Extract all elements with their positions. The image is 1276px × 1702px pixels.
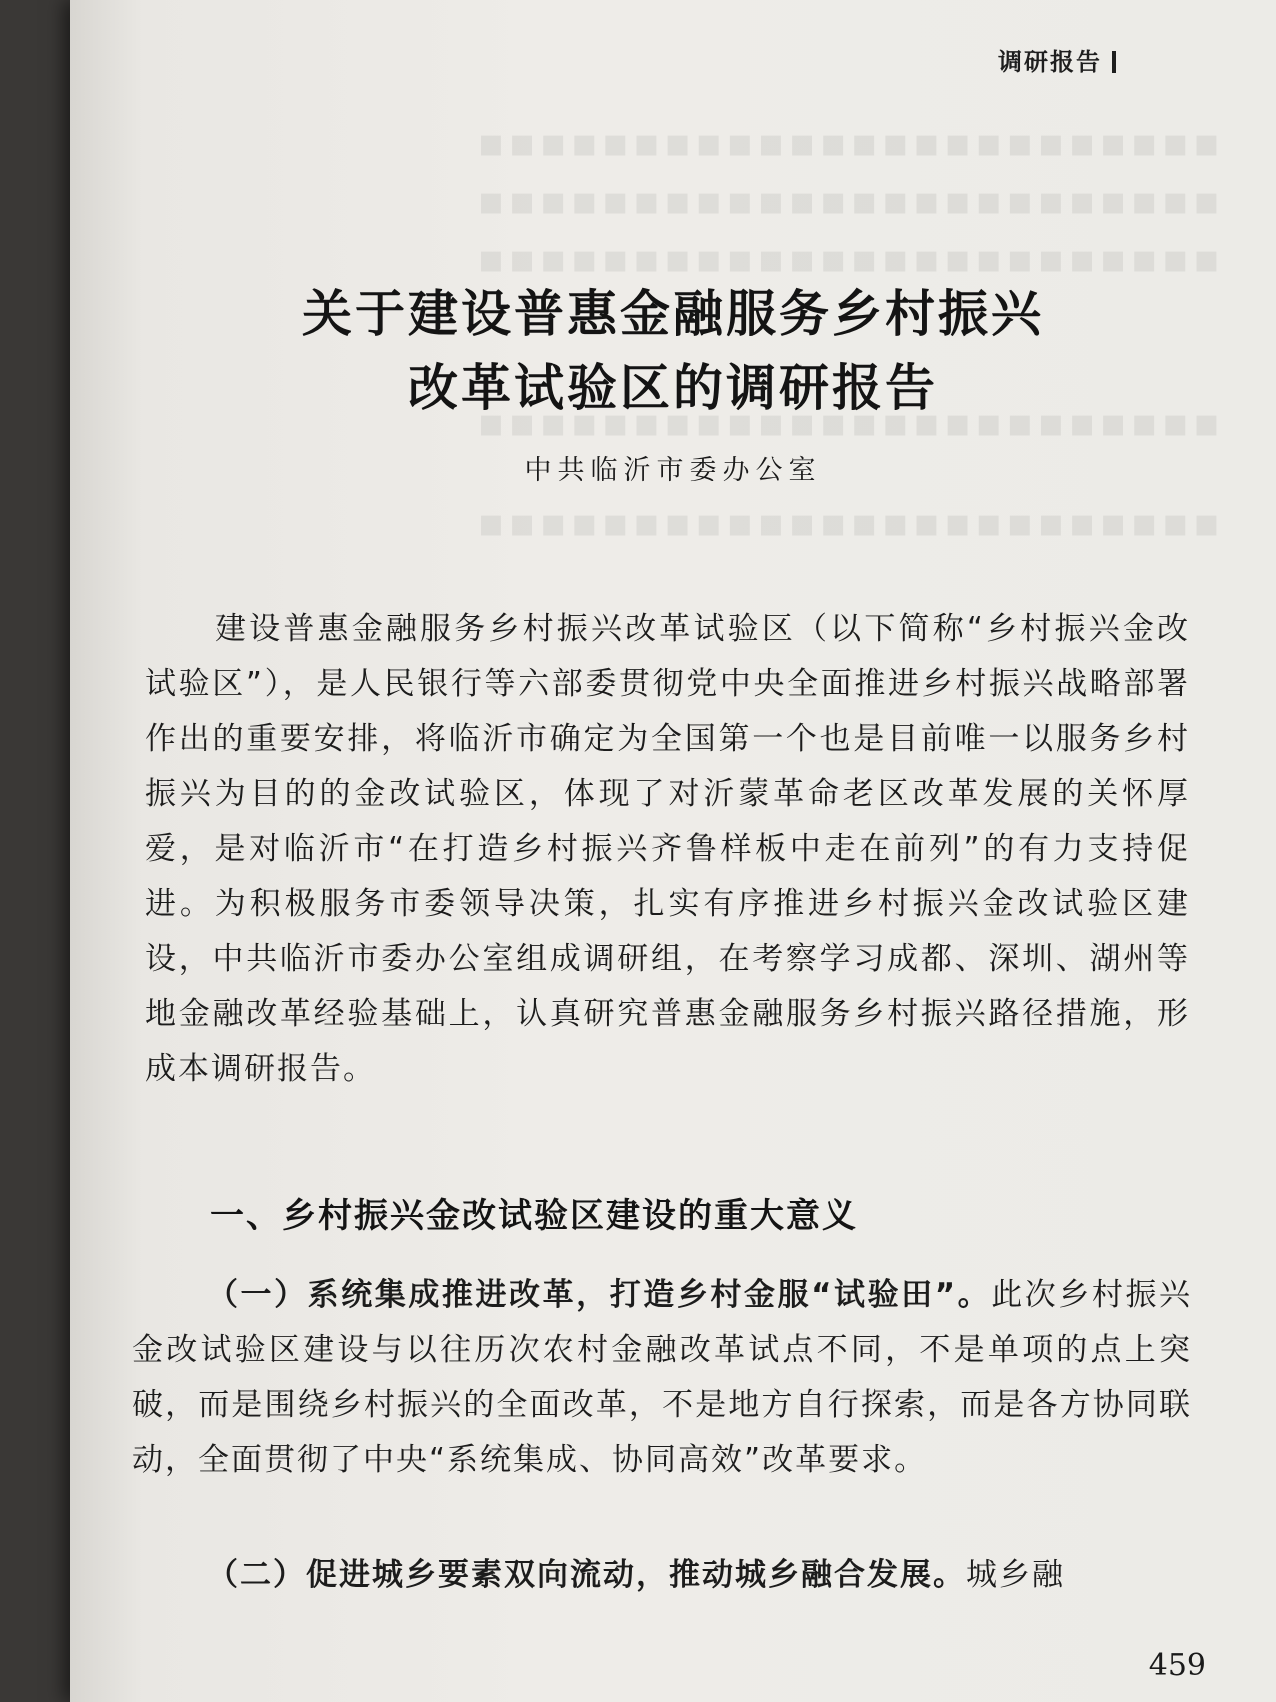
running-head-text: 调研报告 — [998, 47, 1102, 76]
author: 中共临沂市委办公室 — [524, 455, 822, 486]
bleed-through-line: ▪▪▪▪▪▪▪▪▪▪▪▪▪▪▪▪▪▪▪▪▪▪▪▪ — [473, 400, 1220, 446]
running-head-bar — [1112, 51, 1116, 73]
item-1-heading: （一）系统集成推进改革，打造乡村金服“试验田”。 — [207, 1277, 992, 1313]
title-line-1: 关于建设普惠金融服务乡村振兴 — [302, 285, 1044, 343]
intro-paragraph: 建设普惠金融服务乡村振兴改革试验区（以下简称“乡村振兴金改试验区”），是人民银行等六部委贯彻党中央全面推进乡村振兴战略部署作出的重要安排，将临沂市确定为全国第一个也是目前唯一以服务乡村振兴为目的的金改试验区，体现了对沂蒙革命老区改革发展的关怀厚爱，是对临沂市“在打造乡村振兴齐鲁样板中走在前列”的有力支持促进。为积极服务市委领导决策，扎实有序推进乡村振兴金改试验区建设，中共临沂市委办公室组成调研组，在考察学习成都、深圳、湖州等地金融改革经验基础上，认真研究普惠金融服务乡村振兴路径措施，形成本调研报告。 — [145, 611, 1190, 1087]
item-1-text: 此次乡村振兴金改试验区建设与以往历次农村金融改革试点不同，不是单项的点上突破，而是围绕乡村振兴的全面改革，不是地方自行探索，而是各方协同联动，全面贯彻了中央“系统集成、协同高效”改革要求。 — [132, 1277, 1193, 1478]
section-heading: 一、乡村振兴金改试验区建设的重大意义 — [210, 1196, 858, 1236]
bleed-through-line: ▪▪▪▪▪▪▪▪▪▪▪▪▪▪▪▪▪▪▪▪▪▪▪▪ — [473, 178, 1220, 224]
running-head — [998, 42, 1116, 77]
title-line-2: 改革试验区的调研报告 — [408, 359, 938, 417]
item-2-text: 城乡融 — [966, 1557, 1065, 1593]
bleed-through-line: ▪▪▪▪▪▪▪▪▪▪▪▪▪▪▪▪▪▪▪▪▪▪▪▪ — [473, 500, 1220, 546]
item-2-paragraph — [132, 1548, 1192, 1603]
item-1-paragraph — [132, 1268, 1192, 1488]
bleed-through-line: ▪▪▪▪▪▪▪▪▪▪▪▪▪▪▪▪▪▪▪▪▪▪▪▪ — [473, 236, 1220, 282]
item-2-heading: （二）促进城乡要素双向流动，推动城乡融合发展。 — [207, 1557, 966, 1593]
page-number: 459 — [1148, 1648, 1206, 1683]
bleed-through-line: ▪▪▪▪▪▪▪▪▪▪▪▪▪▪▪▪▪▪▪▪▪▪▪▪ — [473, 120, 1220, 166]
book-page — [70, 0, 1276, 1702]
